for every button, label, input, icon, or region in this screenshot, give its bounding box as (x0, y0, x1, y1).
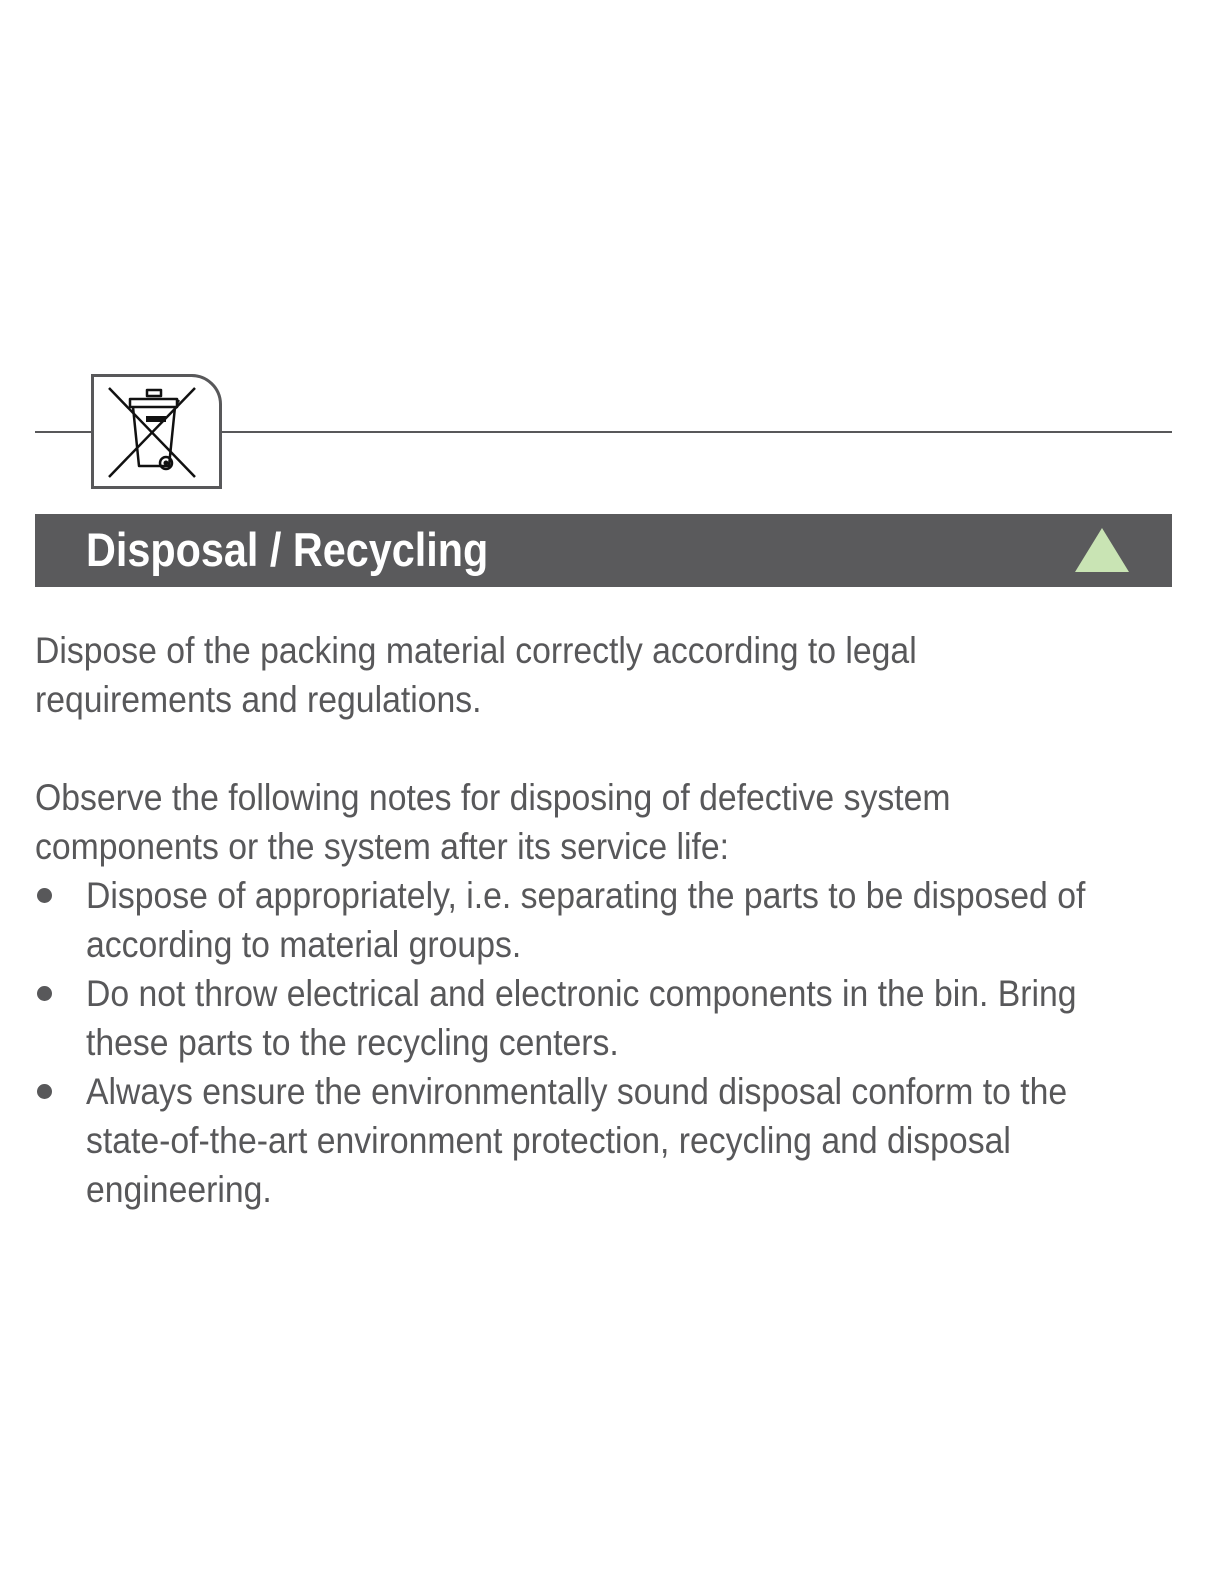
notes-lead-line: components or the system after its service life: (35, 825, 730, 867)
intro-line: requirements and regulations. (35, 678, 482, 720)
list-item-line: these parts to the recycling centers. (86, 1021, 619, 1063)
triangle-marker-icon (1075, 528, 1129, 572)
list-item-line: engineering. (86, 1168, 272, 1210)
list-item (35, 871, 1172, 969)
section-header-bar (35, 514, 1172, 587)
intro-line: Dispose of the packing material correctly according to legal (35, 629, 917, 671)
bullet-dot-icon (37, 888, 52, 903)
weee-symbol-box (91, 374, 222, 489)
list-item-line: Dispose of appropriately, i.e. separating the parts to be disposed of (86, 874, 1086, 916)
intro-paragraph (35, 626, 1172, 724)
list-item-line: according to material groups. (86, 923, 522, 965)
section-rule-right (221, 431, 1172, 433)
list-item (35, 1067, 1172, 1214)
section-body (35, 626, 1172, 1214)
list-item-line: Always ensure the environmentally sound disposal conform to the (86, 1070, 1068, 1112)
list-item-line: Do not throw electrical and electronic components in the bin. Bring (86, 972, 1077, 1014)
crossed-out-wheelie-bin-icon (91, 374, 222, 489)
bullet-dot-icon (37, 1084, 52, 1099)
notes-lead-line: Observe the following notes for disposing of defective system (35, 776, 951, 818)
section-title: Disposal / Recycling (86, 523, 489, 576)
list-item (35, 969, 1172, 1067)
list-item-line: state-of-the-art environment protection, recycling and disposal (86, 1119, 1011, 1161)
paragraph-gap (35, 724, 1172, 773)
disposal-notes-list (35, 871, 1172, 1214)
notes-lead-paragraph (35, 773, 1172, 871)
bullet-dot-icon (37, 986, 52, 1001)
section-rule-left (35, 431, 93, 433)
